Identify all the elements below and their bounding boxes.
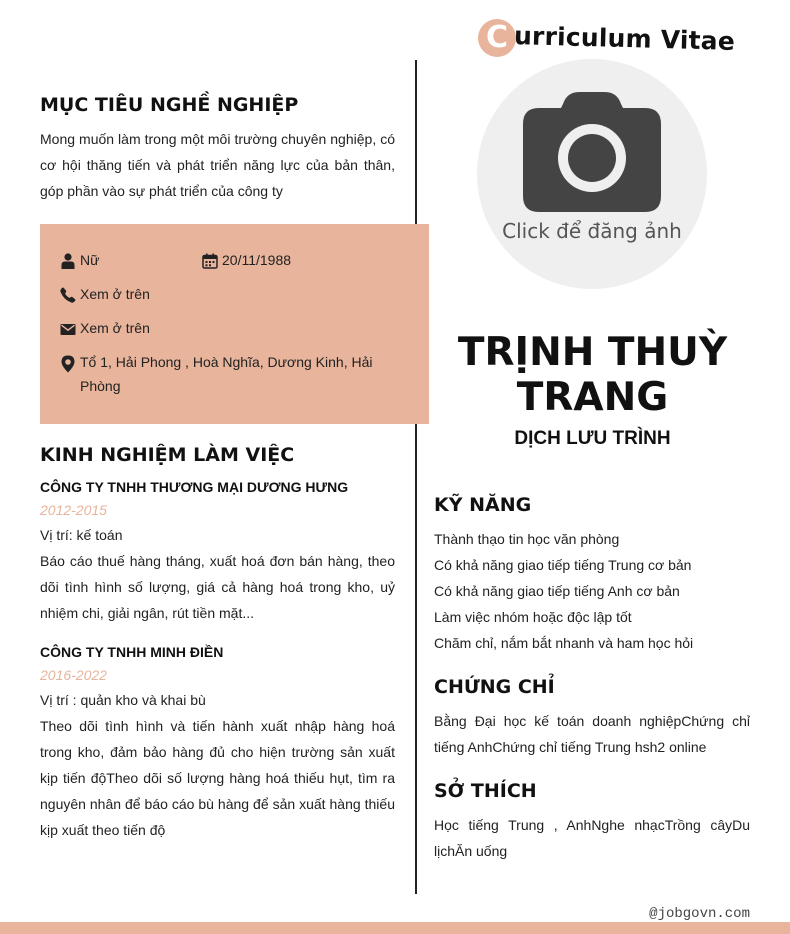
job-period: 2012-2015 [40, 502, 107, 518]
skill-item: Có khả năng giao tiếp tiếng Anh cơ bản [434, 583, 680, 599]
skill-item: Chăm chỉ, nắm bắt nhanh và ham học hỏi [434, 635, 694, 651]
birthday-value: 20/11/1988 [222, 252, 292, 268]
certificates-heading: CHỨNG CHỈ [434, 676, 555, 698]
skills-list [434, 526, 750, 656]
photo-upload-label: Click để đăng ảnh [502, 219, 682, 243]
email-value: Xem ở trên [80, 320, 150, 336]
hobbies-text: Học tiếng Trung , AnhNghe nhạcTrồng câyDu lịchĂn uống [434, 817, 750, 859]
gender-value: Nữ [80, 252, 100, 268]
job-position: Vị trí: kế toán [40, 527, 123, 543]
certificates-text: Bằng Đại học kế toán doanh nghiệpChứng chỉ tiếng AnhChứng chỉ tiếng Trung hsh2 online [434, 713, 750, 755]
logo-text: urriculum Vitae [513, 20, 736, 56]
address-row [60, 354, 390, 398]
job-position: Vị trí : quản kho và khai bù [40, 692, 206, 708]
hobbies-heading: SỞ THÍCH [434, 780, 537, 802]
cv-logo [478, 18, 735, 58]
job-period: 2016-2022 [40, 667, 107, 683]
footer-brand: @jobgovn.com [649, 906, 750, 922]
column-divider [415, 60, 417, 894]
job-description: Theo dõi tình hình và tiến hành xuất nhập hàng hoá trong kho, đảm bảo hàng đủ cho hiện trường sản xuất kịp tiến độTheo dõi số lượng hàng hoá thiếu hụt, tìm ra nguyên nhân để báo cáo bù hàng để sản xuất hàng thiếu kịp xuất theo tiến độ [40, 718, 395, 838]
profile-role: DỊCH LƯU TRÌNH [514, 428, 671, 449]
skill-item: Thành thạo tin học văn phòng [434, 531, 620, 547]
envelope-icon [60, 321, 76, 337]
objective-heading: MỤC TIÊU NGHỀ NGHIỆP [40, 94, 299, 116]
contact-info-box [40, 224, 429, 424]
phone-row [60, 286, 150, 306]
birthday-row [202, 252, 291, 272]
skill-item: Làm việc nhóm hoặc độc lập tốt [434, 609, 632, 625]
experience-heading: KINH NGHIỆM LÀM VIỆC [40, 444, 295, 466]
gender-row [60, 252, 99, 272]
skills-heading: KỸ NĂNG [434, 494, 532, 516]
phone-icon [60, 287, 76, 303]
person-icon [60, 253, 76, 269]
job-description: Báo cáo thuế hàng tháng, xuất hoá đơn bán hàng, theo dõi tình hình số lượng, giá cả hàng hoá trong kho, uỷ nhiệm chi, giải ngân, rút tiền mặt... [40, 553, 395, 621]
footer-bar [0, 922, 790, 934]
job-company: CÔNG TY TNHH THƯƠNG MẠI DƯƠNG HƯNG [40, 479, 349, 495]
job-company: CÔNG TY TNHH MINH ĐIỀN [40, 644, 224, 660]
logo-letter: C [478, 19, 516, 57]
address-value: Tổ 1, Hải Phong , Hoà Nghĩa, Dương Kinh, Hải Phòng [80, 354, 373, 394]
skill-item: Có khả năng giao tiếp tiếng Trung cơ bản [434, 557, 692, 573]
profile-name: TRỊNH THUỲ TRANG [457, 330, 728, 420]
phone-value: Xem ở trên [80, 286, 150, 302]
objective-text: Mong muốn làm trong một môi trường chuyên nghiệp, có cơ hội thăng tiến và phát triển năng lực của bản thân, góp phần vào sự phát triển của công ty [40, 131, 395, 199]
camera-icon [523, 92, 661, 212]
email-row [60, 320, 150, 340]
photo-upload[interactable] [477, 59, 707, 289]
location-pin-icon [60, 355, 76, 373]
calendar-icon [202, 253, 218, 269]
